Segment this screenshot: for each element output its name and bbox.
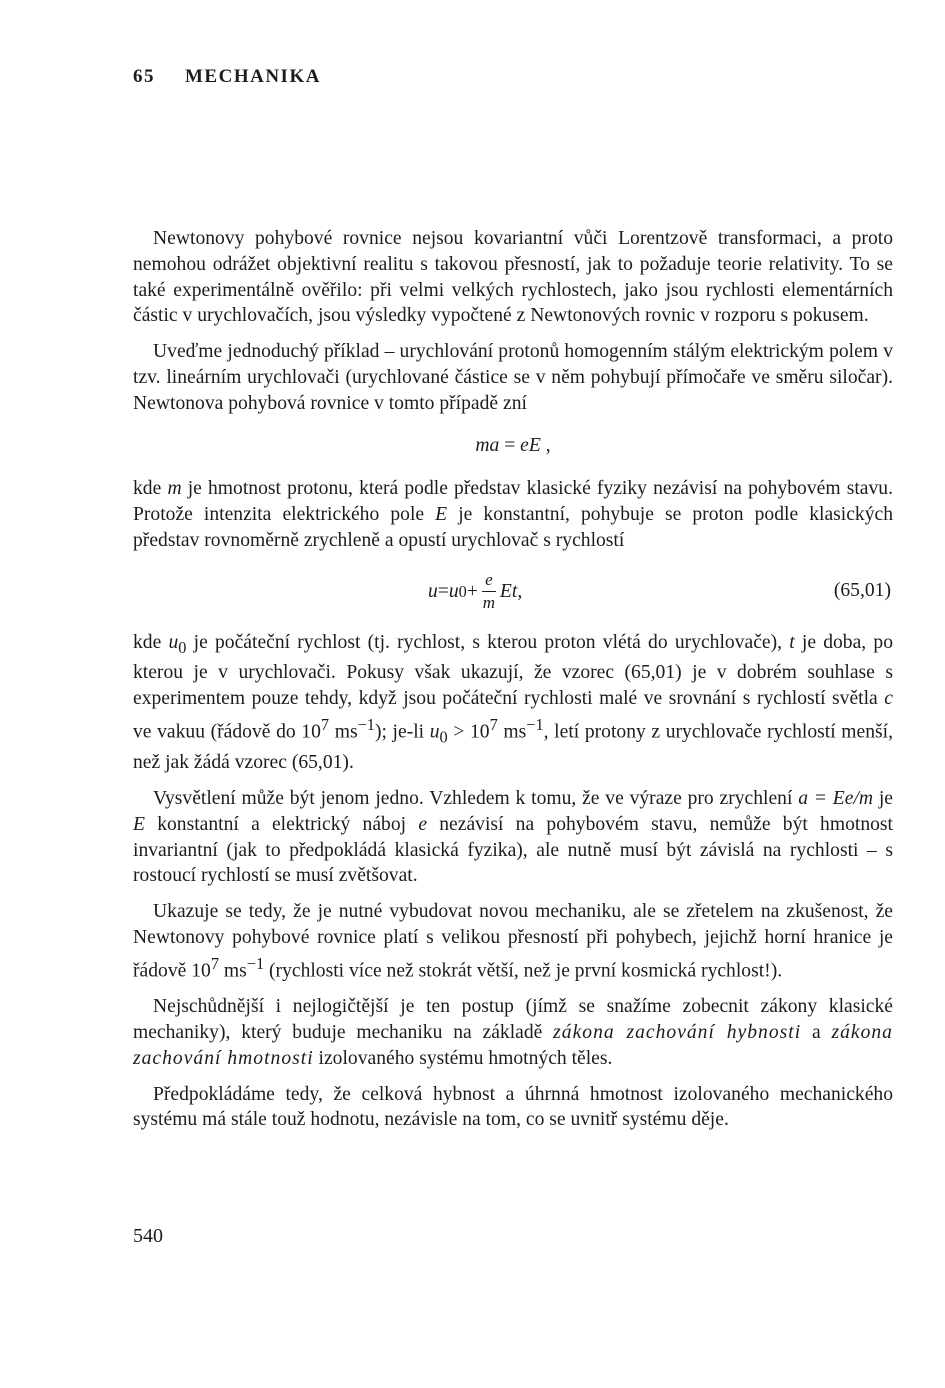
paragraph-2: Uveďme jednoduchý příklad – urychlování protonů homogenním stálým elektrickým polem v tzv. lineárním urychlovači (urychlované částice se v něm pohybují přímočaře ve směru siločar). Newtonova pohybová rovnice v tomto případě zní <box>133 341 893 414</box>
p3-text: je hmotnost protonu, která podle představ klasické fyziky nezávisí na pohybovém stavu. Protože intenzita elektrického pole <box>133 478 893 526</box>
eq2-var-u: u <box>428 580 438 602</box>
page-folio: 540 <box>133 1225 163 1247</box>
p4-sub: 0 <box>178 637 187 657</box>
paragraph-4 <box>133 630 893 776</box>
p6-sup: 7 <box>210 953 219 973</box>
p5-var-E: E <box>133 813 145 835</box>
p4-sup: −1 <box>526 715 544 735</box>
fraction-bar <box>482 591 496 592</box>
p4-text: ve vakuu (řádově do 10 <box>133 721 321 743</box>
p4-text: je počáteční rychlost (tj. rychlost, s kterou proton vlétá do urychlovače), <box>186 631 790 653</box>
equation-ma-ee <box>133 433 893 459</box>
p6-text: ms <box>218 960 247 982</box>
body-text <box>133 226 893 1143</box>
header-page-number: 65 <box>133 66 155 87</box>
p4-text: > 10 <box>447 721 490 743</box>
p4-text: ); je-li <box>374 721 430 743</box>
p4-var-u0: u <box>168 631 179 653</box>
p6-text: Ukazuje se tedy, že je nutné vybudovat novou mechaniku, ale se zřetelem na zkušenost, že Newtonovy pohybové rovnice platí s velikou přesností při pohybech, jejichž horní hranice je řádově 10 <box>133 901 893 982</box>
eq2-var-Et: Et <box>499 580 518 602</box>
p4-sup: 7 <box>320 715 330 735</box>
p7-text: izolovaného systému hmotných těles. <box>313 1047 613 1069</box>
p3-var-E: E <box>435 504 448 526</box>
law-conservation-momentum: zákona zachování hybnosti <box>553 1022 802 1043</box>
paragraph-5 <box>133 786 893 889</box>
paragraph-7 <box>133 994 893 1071</box>
p6-text: (rychlosti více než stokrát větší, než je první kosmická rychlost!). <box>264 960 783 982</box>
p4-text: kde <box>133 631 169 653</box>
p4-text: ms <box>329 721 358 743</box>
eq2-equals: = <box>437 580 449 602</box>
paragraph-1: Newtonovy pohybové rovnice nejsou kovariantní vůči Lorentzově transformaci, a proto nemohou odrážet objektivní realitu s takovou přesností, jak to požaduje teorie relativity. To se také experimentálně ověřilo: při velmi velkých rychlostech, jako jsou rychlosti elementárních částic v urychlovačích, jsou výsledky vypočtené z Newtonových rovnic v rozporu s pokusem. <box>133 228 893 327</box>
eq2-denominator: m <box>482 593 496 613</box>
eq2-numerator: e <box>485 570 493 590</box>
paragraph-3 <box>133 476 893 553</box>
p4-text: ms <box>497 721 527 743</box>
paragraph-6 <box>133 899 893 984</box>
header-title: MECHANIKA <box>185 66 321 87</box>
p3-text: je konstantní, pohybuje se proton podle klasických představ rovnoměrně zrychleně a opustí urychlovač s rychlostí <box>133 504 893 551</box>
p4-var-t: t <box>789 631 795 653</box>
eq2-formula <box>428 564 522 620</box>
eq1-tail: , <box>540 434 551 456</box>
p6-sup: −1 <box>246 953 265 973</box>
p7-text: Nejschůdnější i nejlogičtější je ten postup (jímž se snažíme zobecnit zákony klasické mechaniky), který buduje mechaniku na základě <box>133 996 893 1043</box>
p5-expr-acceleration: a = Ee/m <box>798 788 874 810</box>
p4-text: je doba, po kterou je v urychlovači. Pokusy však ukazují, že vzorec (65,01) je v dobrém souhlase s experimentem pouze tehdy, když jsou počáteční rychlosti malé ve srovnání s rychlostí světla <box>133 631 893 710</box>
p4-text: , letí protony z urychlovače rychlostí menší, než jak žádá vzorec (65,01). <box>133 721 893 774</box>
eq1-rhs: eE <box>520 434 541 456</box>
p5-text: je <box>873 788 893 810</box>
running-head <box>133 66 321 88</box>
p5-text: nezávisí na pohybovém stavu, nemůže být hmotnost invariantní (jak to předpokládá klasická fyzika), ale nutně musí být závislá na rychlosti – s rostoucí rychlostí se musí zvětšovat. <box>133 813 894 887</box>
p3-var-m: m <box>167 478 182 500</box>
p5-var-e: e <box>418 813 428 835</box>
p4-sup: 7 <box>489 715 498 735</box>
equation-65-01 <box>133 564 893 620</box>
equation-number: (65,01) <box>833 579 891 601</box>
p5-text: Vysvětlení může být jenom jedno. Vzhledem k tomu, že ve výraze pro zrychlení <box>153 788 799 810</box>
eq1-lhs: ma <box>475 434 500 456</box>
paragraph-8: Předpokládáme tedy, že celková hybnost a úhrnná hmotnost izolovaného mechanického systému má stále touž hodnotu, nezávisle na tom, co se uvnitř systému děje. <box>133 1083 893 1131</box>
p4-var-u0: u <box>429 721 440 743</box>
p3-text: kde <box>133 478 168 500</box>
p5-text: konstantní a elektrický náboj <box>144 813 419 835</box>
eq2-fraction <box>482 571 496 612</box>
p7-text: a <box>801 1022 832 1043</box>
eq2-var-u0: u <box>448 580 459 602</box>
eq2-plus: + <box>466 580 478 602</box>
p4-var-c: c <box>884 688 893 710</box>
law-conservation-mass: zákona zachování hmotnosti <box>133 1022 893 1069</box>
p4-sup: −1 <box>357 715 375 735</box>
eq2-tail: , <box>517 580 523 602</box>
eq2-sub-0: 0 <box>458 581 467 601</box>
eq1-equals: = <box>499 434 521 456</box>
p4-sub: 0 <box>439 727 448 747</box>
